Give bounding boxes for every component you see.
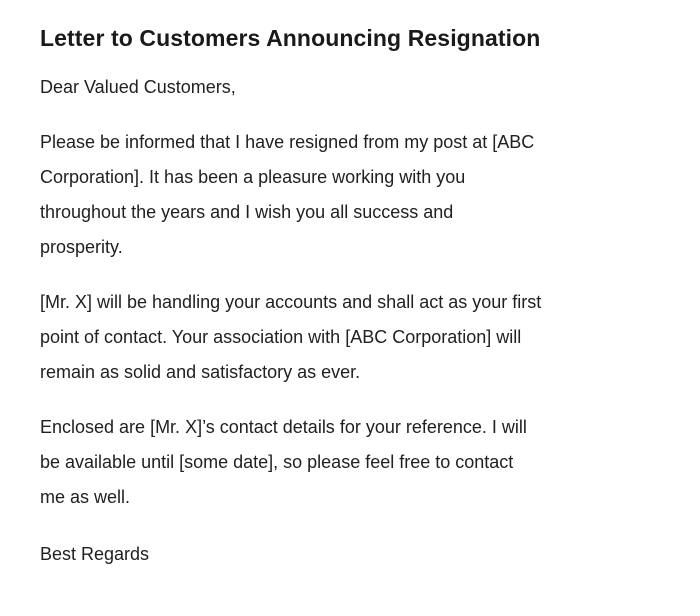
closing-regards: Best Regards — [40, 544, 150, 564]
text-line: Enclosed are [Mr. X]’s contact details for your reference. I will — [40, 417, 527, 437]
text-line: be available until [some date], so please feel free to contact — [40, 452, 514, 472]
paragraph-successor-contact — [40, 285, 660, 390]
paragraph-resignation-announcement — [40, 125, 660, 265]
paragraph-enclosed-details — [40, 410, 660, 515]
text-line: Please be informed that I have resigned from my post at [ABC — [40, 132, 535, 152]
text-line: [Mr. X] will be handling your accounts and shall act as your first — [40, 292, 542, 312]
text-line: remain as solid and satisfactory as ever. — [40, 362, 361, 382]
salutation: Dear Valued Customers, — [40, 77, 236, 97]
text-line: Corporation]. It has been a pleasure working with you — [40, 167, 466, 187]
text-line: throughout the years and I wish you all success and — [40, 202, 454, 222]
text-line: prosperity. — [40, 237, 123, 257]
letter-title: Letter to Customers Announcing Resignation — [40, 25, 541, 51]
text-line: point of contact. Your association with [ABC Corporation] will — [40, 327, 522, 347]
text-line: me as well. — [40, 487, 131, 507]
